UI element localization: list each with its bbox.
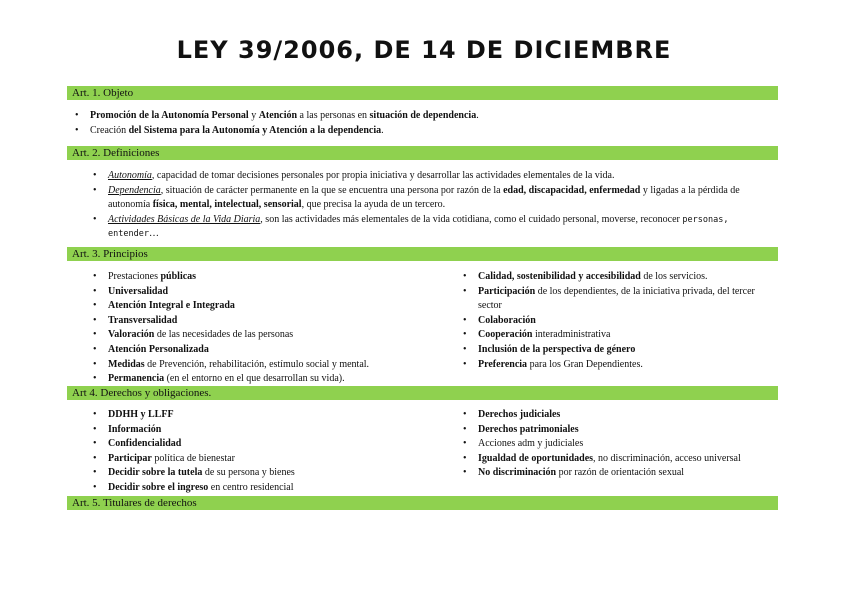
list-item: • Actividades Básicas de la Vida Diaria, son las actividades más elementales de la vida cotidiana, como el cuidado personal, moverse, reconocer personas, entender…: [90, 213, 762, 242]
art4-right-list: [460, 408, 780, 481]
section-header-art3: Art. 3. Principios: [67, 247, 778, 261]
list-item: • DDHH y LLFF: [90, 408, 420, 423]
list-item: • Valoración de las necesidades de las personas: [90, 328, 420, 343]
list-item: • Creación del Sistema para la Autonomía y Atención a la dependencia.: [72, 124, 778, 139]
definition-term: Actividades Básicas de la Vida Diaria: [108, 213, 261, 225]
section-header-art4: Art 4. Derechos y obligaciones.: [67, 386, 778, 400]
list-item: • Permanencia (en el entorno en el que desarrollan su vida).: [90, 372, 420, 387]
art3-right-list: [460, 270, 770, 372]
list-item: • Prestaciones públicas: [90, 270, 420, 285]
art2-list: [90, 169, 762, 242]
list-item: • Promoción de la Autonomía Personal y Atención a las personas en situación de dependencia.: [72, 109, 778, 124]
list-item: • Derechos judiciales: [460, 408, 780, 423]
list-item: • Derechos patrimoniales: [460, 423, 780, 438]
section-header-art2: Art. 2. Definiciones: [67, 146, 778, 160]
list-item: • Participación de los dependientes, de la iniciativa privada, del tercer sector: [460, 285, 770, 314]
list-item: • Igualdad de oportunidades, no discriminación, acceso universal: [460, 452, 780, 467]
list-item: • Cooperación interadministrativa: [460, 328, 770, 343]
definition-term: Autonomía: [108, 170, 152, 181]
list-item: • Colaboración: [460, 314, 770, 329]
list-item: • Calidad, sostenibilidad y accesibilidad de los servicios.: [460, 270, 770, 285]
list-item: • Participar política de bienestar: [90, 452, 420, 467]
list-item: • Decidir sobre la tutela de su persona y bienes: [90, 466, 420, 481]
list-item: • Confidencialidad: [90, 437, 420, 452]
list-item: • Atención Integral e Integrada: [90, 299, 420, 314]
list-item: • Información: [90, 423, 420, 438]
list-item: • Acciones adm y judiciales: [460, 437, 780, 452]
list-item: • Preferencia para los Gran Dependientes.: [460, 358, 770, 373]
list-item: • Atención Personalizada: [90, 343, 420, 358]
list-item: • Universalidad: [90, 285, 420, 300]
list-item: • Medidas de Prevención, rehabilitación, estímulo social y mental.: [90, 358, 420, 373]
section-header-art5: Art. 5. Titulares de derechos: [67, 496, 778, 510]
page-title: LEY 39/2006, DE 14 DE DICIEMBRE: [176, 36, 672, 64]
section-header-art1: Art. 1. Objeto: [67, 86, 778, 100]
list-item: • Autonomía, capacidad de tomar decisiones personales por propia iniciativa y desarrollar las actividades elementales de la vida.: [90, 169, 762, 184]
art4-left-list: [90, 408, 420, 496]
list-item: • Transversalidad: [90, 314, 420, 329]
definition-term: Dependencia: [108, 184, 161, 196]
list-item: • Decidir sobre el ingreso en centro residencial: [90, 481, 420, 496]
art1-list: [72, 109, 778, 138]
list-item: • Dependencia, situación de carácter permanente en la que se encuentra una persona por razón de la edad, discapacidad, enfermedad y ligadas a la pérdida de autonomía física, mental, intelectual, sensorial, que precisa la ayuda de un tercero.: [90, 184, 762, 213]
list-item: • No discriminación por razón de orientación sexual: [460, 466, 780, 481]
list-item: • Inclusión de la perspectiva de género: [460, 343, 770, 358]
art3-left-list: [90, 270, 420, 387]
